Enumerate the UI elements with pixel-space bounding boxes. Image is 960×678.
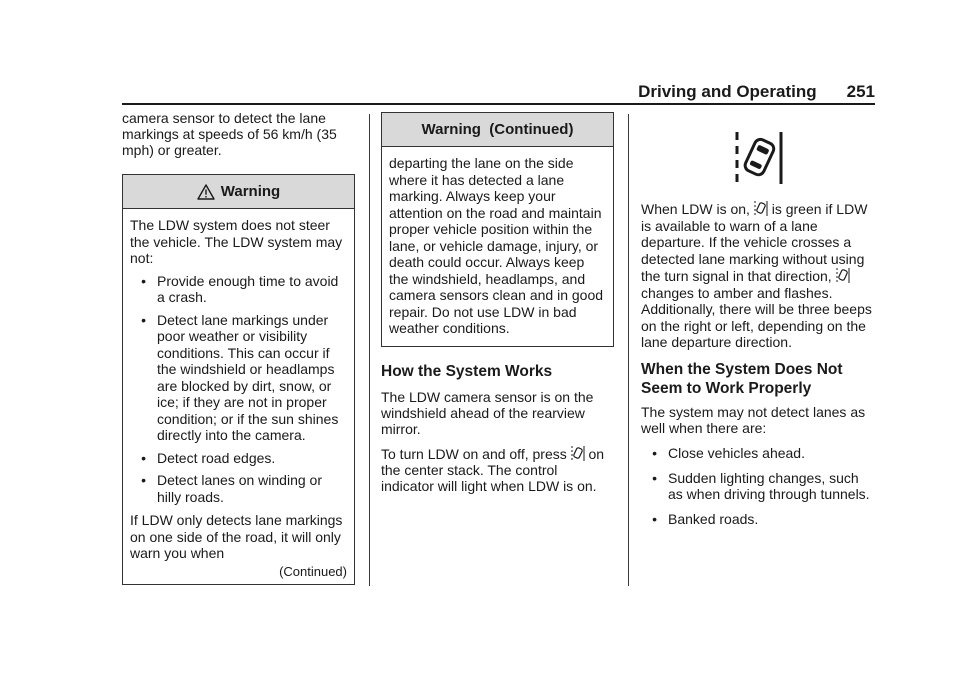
page-title: Driving and Operating: [638, 82, 817, 101]
warning-tail: If LDW only detects lane markings on one side of the road, it will only warn you when: [130, 512, 343, 561]
paragraph: When LDW is on, is green if LDW is available to warn of a lane departure. If the vehicle crosses a detected lane marking without using the turn signal in that direction, changes to amber and flashes. Additionally, there will be three beeps on the right or left, depending on the lane departure direction.: [641, 201, 872, 350]
warning-header: [123, 175, 354, 209]
column-3: [641, 110, 876, 527]
warning-continued-header: [382, 113, 613, 147]
header-rule: [122, 103, 875, 105]
warning-text: The LDW system does not steer the vehicle. The LDW system may not:: [130, 217, 343, 266]
list-item: • Close vehicles ahead.: [652, 444, 805, 461]
column-divider: [628, 114, 629, 586]
continued-label: (Continued): [279, 563, 347, 579]
page-header: [638, 82, 875, 102]
list-item: • Sudden lighting changes, such as when driving through tunnels.: [652, 469, 870, 502]
column-2: [381, 110, 614, 494]
intro-paragraph: camera sensor to detect the lane markings at speeds of 56 km/h (35 mph) or greater.: [122, 110, 337, 158]
list-item: • Detect road edges.: [141, 449, 276, 466]
warning-box: [122, 174, 355, 585]
paragraph: The system may not detect lanes as well when there are:: [641, 403, 866, 436]
column-divider: [369, 114, 370, 586]
lane-departure-icon: [571, 445, 585, 462]
warning-continued-title: Warning (Continued): [421, 120, 574, 138]
list-item: • Provide enough time to avoid a crash.: [141, 272, 339, 305]
warning-continued-body: [382, 147, 613, 346]
section-title: How the System Works: [381, 362, 553, 380]
column-1: [122, 110, 355, 585]
list-item: • Detect lane markings under poor weather or visibility conditions. This can occur if the windshield or headlamps are blocked by dirt, snow, or ice; if they are not in proper condition; or if the sun shines directly into the camera.: [141, 311, 339, 443]
lane-departure-icon: [836, 267, 850, 284]
lane-departure-icon: [731, 130, 787, 186]
paragraph: The LDW camera sensor is on the windshield ahead of the rearview mirror.: [381, 388, 594, 437]
warning-triangle-icon: [197, 184, 215, 200]
warning-continued-text: departing the lane on the side where it has detected a lane marking. Always keep your attention on the road and maintain proper vehicle position within the lane, or vehicle damage, injury, or death could occur. Always keep the windshield, headlamps, and camera sensors clean and in good repair. Do not use LDW in bad weather conditions.: [389, 155, 604, 336]
page-number: 251: [846, 82, 875, 101]
paragraph: To turn LDW on and off, press on the center stack. The control indicator will light when LDW is on.: [381, 445, 605, 494]
list-item: • Banked roads.: [652, 510, 759, 527]
warning-title: Warning: [220, 182, 281, 200]
warning-continued-box: [381, 112, 614, 347]
lane-departure-illustration: [641, 110, 876, 200]
warning-body: [123, 209, 354, 584]
lane-departure-icon: [754, 200, 768, 217]
section-title: When the System Does Not Seem to Work Properly: [641, 360, 843, 397]
list-item: • Detect lanes on winding or hilly roads.: [141, 472, 322, 505]
